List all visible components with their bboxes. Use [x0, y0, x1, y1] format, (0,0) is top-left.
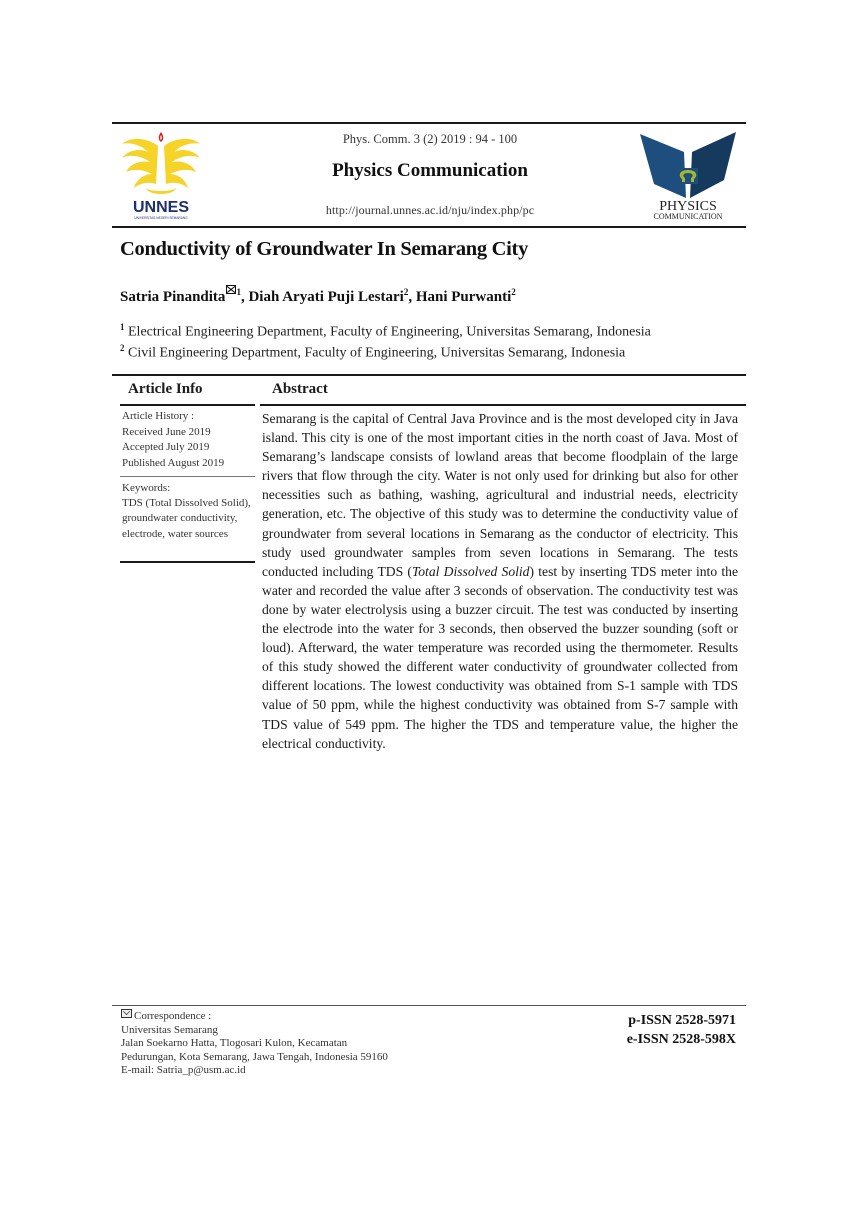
section-top-rule	[112, 374, 746, 376]
abstract-text-part: ) test by inserting TDS meter into the water and recorded the value after 3 seconds of observation. The conductivity test was done by water electrolysis using a buzzer circuit. The test was conducted by inserting the electrode into the water for 3 seconds, then observed the buzzer sounding (soft or loud). Afterward, the water temperature was recorded using the thermometer. Results of this study showed the different water conductivity of groundwater collected from different locations. The lowest conductivity was obtained from S-1 sample with TDS value of 50 ppm, while the highest conductivity was obtained from S-7 sample with TDS value of 549 ppm. The higher the TDS and temperature value, the higher the electrical conductivity.	[262, 563, 738, 751]
correspondence-block	[121, 1009, 521, 1078]
p-issn: p-ISSN 2528-5971	[628, 1013, 736, 1028]
article-history	[122, 409, 256, 471]
issn-block	[560, 1011, 736, 1049]
correspondence-address-line: Jalan Soekarno Hatta, Tlogosari Kulon, Kecamatan	[121, 1037, 348, 1050]
history-label: Article History :	[122, 410, 195, 422]
affiliation-number: 1	[120, 322, 125, 332]
author-name: Satria Pinandita	[120, 289, 226, 305]
physics-communication-logo-icon	[632, 128, 744, 222]
affiliation-number: 2	[120, 343, 125, 353]
affiliation	[120, 322, 651, 341]
correspondence-label: Correspondence :	[134, 1010, 212, 1022]
svg-text:UNNES: UNNES	[132, 199, 190, 216]
author-list	[120, 285, 516, 306]
mail-icon	[121, 1009, 132, 1018]
unnes-logo-icon	[118, 126, 204, 222]
abstract-text	[262, 409, 738, 753]
keywords-block	[122, 481, 256, 542]
abstract-italic-term: Total Dissolved Solid	[411, 563, 530, 579]
keywords-label: Keywords:	[122, 482, 171, 494]
article-info-bottom-rule	[120, 561, 255, 563]
author-affiliation-number: 2	[403, 287, 409, 297]
journal-name: Physics Communication	[332, 160, 528, 181]
affiliation-text: Civil Engineering Department, Faculty of Engineering, Universitas Semarang, Indonesia	[128, 345, 626, 361]
published-date: Published August 2019	[122, 456, 225, 469]
e-issn: e-ISSN 2528-598X	[626, 1032, 736, 1047]
affiliation-text: Electrical Engineering Department, Faculty of Engineering, Universitas Semarang, Indonesia	[128, 324, 651, 340]
affiliation	[120, 343, 625, 362]
correspondence-email[interactable]: E-mail: Satria_p@usm.ac.id	[121, 1064, 246, 1077]
header-top-rule	[112, 122, 746, 124]
svg-text:UNIVERSITAS NEGERI SEMARANG: UNIVERSITAS NEGERI SEMARANG	[134, 216, 188, 220]
svg-text:PHYSICS: PHYSICS	[659, 199, 717, 214]
journal-citation: Phys. Comm. 3 (2) 2019 : 94 - 100	[342, 132, 518, 146]
author-name: Diah Aryati Puji Lestari	[248, 289, 404, 305]
paper-title: Conductivity of Groundwater In Semarang City	[120, 238, 529, 260]
article-info-divider	[120, 476, 255, 477]
keywords-text: TDS (Total Dissolved Solid), groundwater conductivity, electrode, water sources	[122, 497, 251, 540]
abstract-text-part: Semarang is the capital of Central Java Province and is the most developed city in Java island. This city is one of the most important cities in the north coast of Java. Most of Semarang’s landscape consists of lowland areas that become floodplain of the large rivers that flow through the city. Water is not only used for drinking but also for other necessities such as bathing, washing, agricultural and industrial needs, electricity generation, etc. The objective of this study was to determine the conductivity value of groundwater from several locations in Semarang as the conductor of electricity. This study used groundwater samples from seven locations in Semarang. The tests conducted including TDS (	[262, 411, 738, 579]
abstract-rule	[260, 404, 746, 406]
mail-icon	[226, 285, 236, 294]
author-affiliation-number: 1	[236, 287, 241, 297]
correspondence-institution: Universitas Semarang	[121, 1023, 218, 1036]
author-name: Hani Purwanti	[415, 289, 512, 305]
article-info-rule	[120, 404, 255, 406]
abstract-heading: Abstract	[272, 381, 328, 397]
received-date: Received June 2019	[122, 425, 211, 438]
journal-url-link[interactable]: http://journal.unnes.ac.id/nju/index.php/pc	[325, 203, 535, 217]
footer-rule	[112, 1005, 746, 1006]
author-separator: ,	[408, 289, 416, 305]
article-info-heading: Article Info	[128, 381, 203, 397]
author-affiliation-number: 2	[511, 287, 516, 297]
header-bottom-rule	[112, 226, 746, 228]
correspondence-address-line: Pedurungan, Kota Semarang, Jawa Tengah, Indonesia 59160	[121, 1050, 388, 1063]
author-separator: ,	[240, 289, 249, 305]
accepted-date: Accepted July 2019	[122, 441, 210, 453]
svg-text:COMMUNICATION: COMMUNICATION	[653, 212, 723, 221]
